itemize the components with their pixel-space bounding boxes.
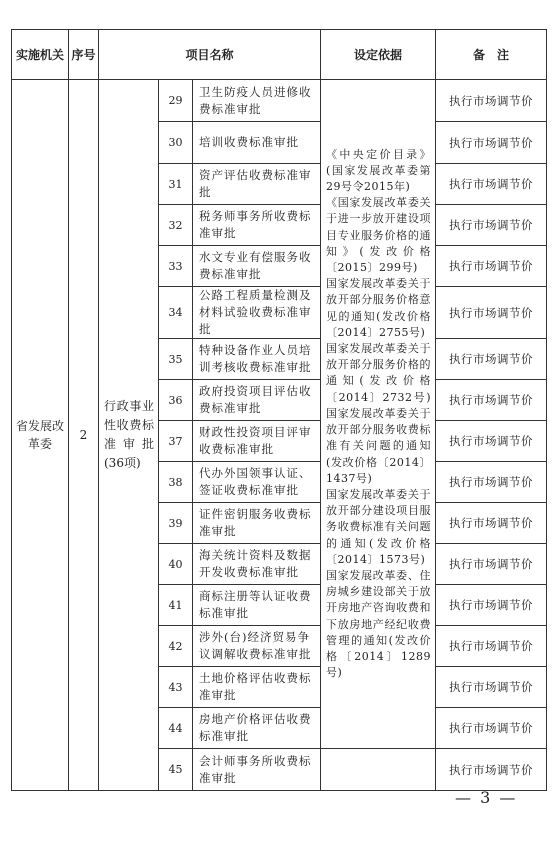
header-item-name: 项目名称 (99, 30, 321, 80)
item-name: 证件密钥服务收费标准审批 (193, 503, 321, 544)
legal-basis-paragraph: 国家发展改革委关于放开部分建设项目服务收费标准有关问题的通知(发改价格〔2014〕1573号) (326, 487, 432, 566)
item-number: 32 (159, 205, 193, 246)
item-name: 卫生防疫人员进修收费标准审批 (193, 80, 321, 122)
header-basis: 设定依据 (321, 30, 436, 80)
item-number: 43 (159, 667, 193, 708)
remark-cell: 执行市场调节价 (436, 380, 547, 421)
item-number: 41 (159, 585, 193, 626)
item-name: 税务师事务所收费标准审批 (193, 205, 321, 246)
item-name: 特种设备作业人员培训考核收费标准审批 (193, 339, 321, 380)
remark-cell: 执行市场调节价 (436, 708, 547, 749)
remark-cell: 执行市场调节价 (436, 626, 547, 667)
item-name: 代办外国领事认证、签证收费标准审批 (193, 462, 321, 503)
table-row (12, 80, 547, 122)
legal-basis-cell (321, 80, 436, 749)
remark-cell: 执行市场调节价 (436, 246, 547, 287)
agency-cell: 省发展改革委 (12, 80, 69, 791)
remark-cell: 执行市场调节价 (436, 421, 547, 462)
item-number: 29 (159, 80, 193, 122)
remark-cell: 执行市场调节价 (436, 749, 547, 791)
page-number: — 3 — (455, 788, 518, 807)
remark-cell: 执行市场调节价 (436, 585, 547, 626)
legal-basis-paragraph: 《国家发展改革委关于进一步放开建设项目专业服务价格的通知》(发改价格〔2015〕299号) (326, 196, 432, 275)
item-number: 38 (159, 462, 193, 503)
item-number: 35 (159, 339, 193, 380)
item-number: 37 (159, 421, 193, 462)
remark-cell: 执行市场调节价 (436, 544, 547, 585)
header-remark: 备 注 (436, 30, 547, 80)
item-number: 31 (159, 164, 193, 205)
item-number: 42 (159, 626, 193, 667)
remark-cell: 执行市场调节价 (436, 80, 547, 122)
item-name: 财政性投资项目评审收费标准审批 (193, 421, 321, 462)
seq-cell: 2 (69, 80, 99, 791)
item-number: 40 (159, 544, 193, 585)
item-name: 土地价格评估收费标准审批 (193, 667, 321, 708)
item-number: 33 (159, 246, 193, 287)
item-number: 34 (159, 287, 193, 339)
item-number: 39 (159, 503, 193, 544)
remark-cell: 执行市场调节价 (436, 205, 547, 246)
remark-cell: 执行市场调节价 (436, 339, 547, 380)
item-name: 公路工程质量检测及材料试验收费标准审批 (193, 287, 321, 339)
remark-cell: 执行市场调节价 (436, 462, 547, 503)
item-name: 会计师事务所收费标准审批 (193, 749, 321, 791)
item-number: 45 (159, 749, 193, 791)
remark-cell: 执行市场调节价 (436, 164, 547, 205)
item-name: 房地产价格评估收费标准审批 (193, 708, 321, 749)
legal-basis-paragraph: 国家发展改革委、住房城乡建设部关于放开房地产咨询收费和下放房地产经纪收费管理的通知(发改价格〔2014〕1289号) (326, 568, 432, 680)
empty-basis-cell (321, 749, 436, 791)
remark-cell: 执行市场调节价 (436, 287, 547, 339)
legal-basis-paragraph: 国家发展改革委关于放开部分服务价格意见的通知(发改价格〔2014〕2755号) (326, 277, 432, 339)
table-header-row (12, 30, 547, 80)
item-name: 水文专业有偿服务收费标准审批 (193, 246, 321, 287)
remark-cell: 执行市场调节价 (436, 503, 547, 544)
category-cell: 行政事业性收费标准审批(36项) (99, 80, 159, 791)
item-name: 政府投资项目评估收费标准审批 (193, 380, 321, 421)
fee-approval-table (11, 29, 547, 791)
item-name: 商标注册等认证收费标准审批 (193, 585, 321, 626)
item-name: 海关统计资料及数据开发收费标准审批 (193, 544, 321, 585)
header-seq: 序号 (69, 30, 99, 80)
legal-basis-paragraph: 《中央定价目录》(国家发展改革委第29号令2015年) (326, 147, 432, 194)
remark-cell: 执行市场调节价 (436, 667, 547, 708)
item-number: 44 (159, 708, 193, 749)
item-name: 资产评估收费标准审批 (193, 164, 321, 205)
item-name: 培训收费标准审批 (193, 122, 321, 164)
legal-basis-paragraph: 国家发展改革委关于放开部分服务价格的通知(发改价格〔2014〕2732号)国家发展改革委关于放开部分服务收费标准有关问题的通知(发改价格〔2014〕1437号) (326, 342, 432, 485)
remark-cell: 执行市场调节价 (436, 122, 547, 164)
item-name: 涉外(台)经济贸易争议调解收费标准审批 (193, 626, 321, 667)
header-agency: 实施机关 (12, 30, 69, 80)
item-number: 30 (159, 122, 193, 164)
item-number: 36 (159, 380, 193, 421)
